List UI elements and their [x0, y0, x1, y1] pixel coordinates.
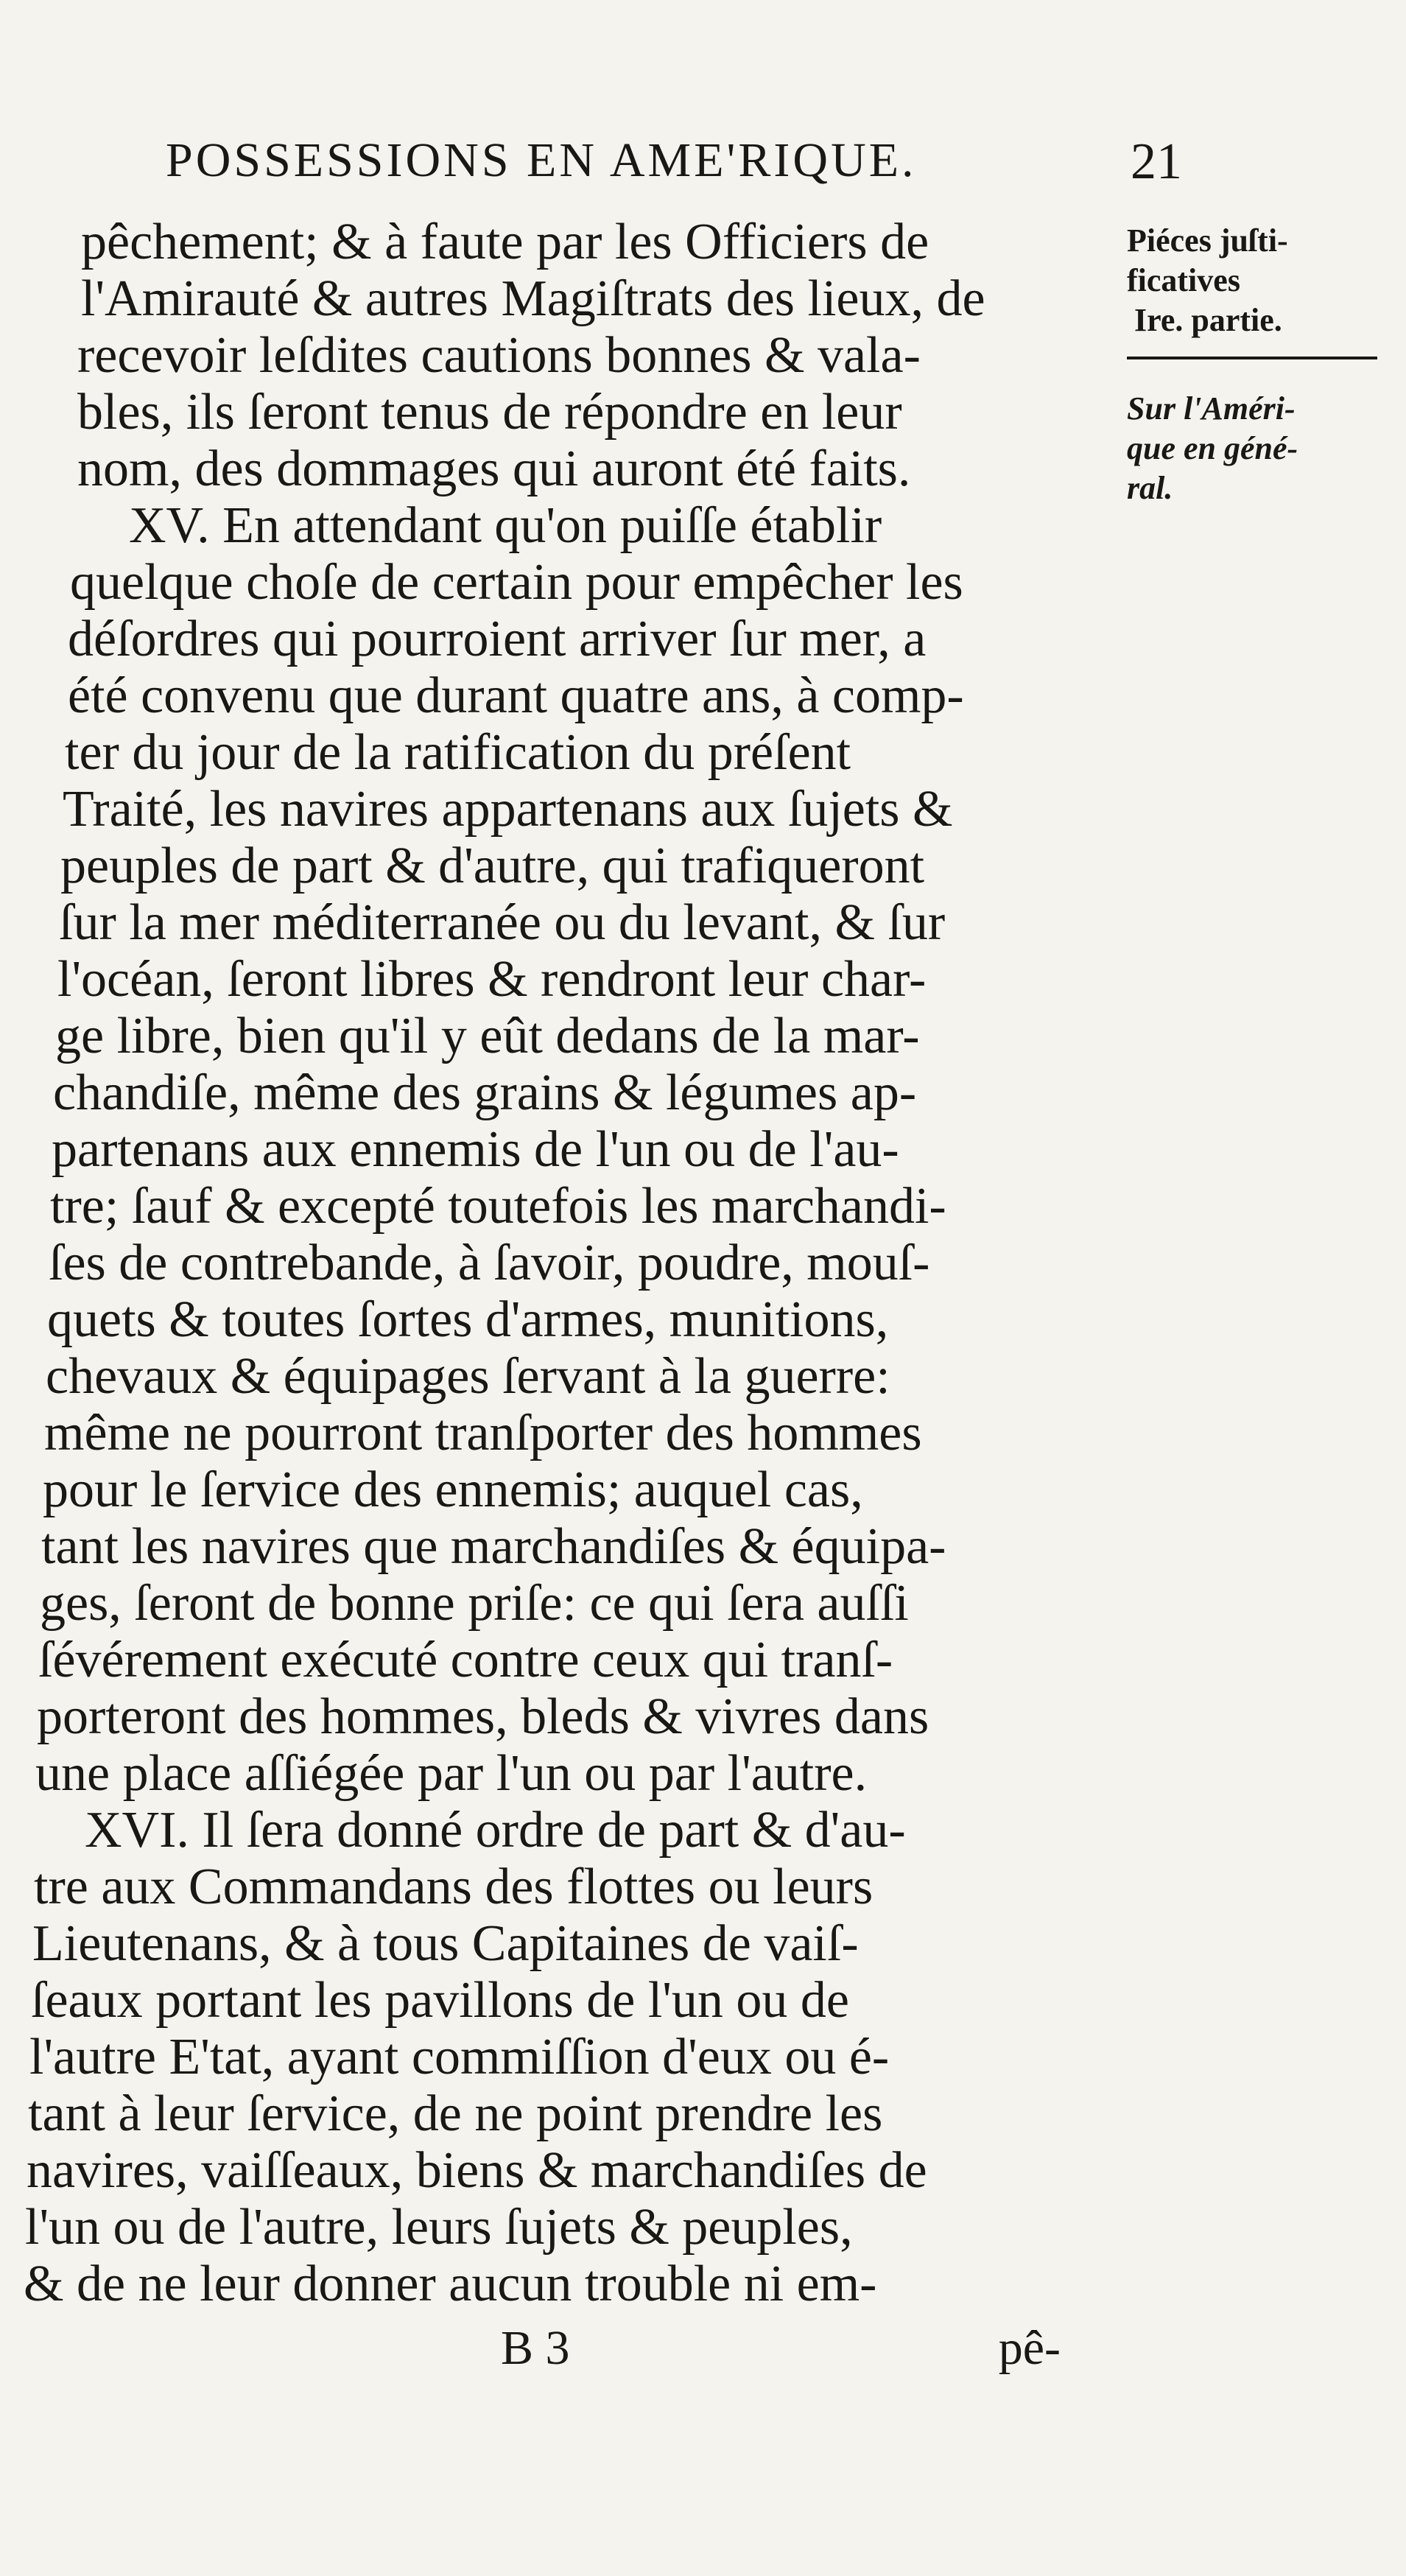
text-line: ter du jour de la ratification du préſent [65, 724, 851, 781]
margin-note-line: ficatives [1127, 262, 1240, 298]
margin-note-line: Ire. partie. [1134, 302, 1282, 338]
text-line: l'Amirauté & autres Magiſtrats des lieux, de [81, 270, 985, 327]
text-line: été convenu que durant quatre ans, à comp- [68, 667, 964, 724]
body-text [22, 214, 1127, 2312]
text-line: l'océan, ſeront libres & rendront leur char- [57, 951, 927, 1008]
text-line: partenans aux ennemis de l'un ou de l'au- [52, 1121, 899, 1178]
margin-note-line: Sur l'Améri- [1127, 390, 1296, 427]
signature-mark: B 3 [501, 2321, 570, 2375]
margin-note-line: Piéces juſti- [1127, 222, 1288, 259]
text-line: une place aſſiégée par l'un ou par l'autre. [35, 1745, 868, 1802]
margin-note-line: que en géné- [1127, 430, 1298, 466]
text-line: ſes de contrebande, à ſavoir, poudre, mouſ- [49, 1235, 930, 1291]
text-line: ſeaux portant les pavillons de l'un ou de [31, 1972, 849, 2029]
paragraph-start-xv: XV. En attendant qu'on puiſſe établir [129, 497, 882, 554]
catchword: pê- [998, 2321, 1061, 2375]
text-line: quelque choſe de certain pour empêcher les [70, 554, 963, 611]
text-line: Lieutenans, & à tous Capitaines de vaiſ- [32, 1915, 859, 1972]
paragraph-start-xvi: XVI. Il ſera donné ordre de part & d'au- [85, 1802, 906, 1859]
text-line: bles, ils ſeront tenus de répondre en leur [77, 384, 902, 441]
margin-rule [1127, 357, 1377, 359]
text-line: ges, ſeront de bonne priſe: ce qui ſera auſſi [40, 1575, 909, 1632]
text-line: tre; ſauf & excepté toutefois les marchandi- [50, 1178, 946, 1235]
text-line: & de ne leur donner aucun trouble ni em- [24, 2256, 877, 2312]
text-line: navires, vaiſſeaux, biens & marchandiſes de [27, 2142, 927, 2199]
page-header [166, 133, 1182, 192]
text-line: l'autre E'tat, ayant commiſſion d'eux ou é- [29, 2029, 890, 2085]
text-line: chevaux & équipages ſervant à la guerre: [46, 1348, 890, 1405]
text-line: porteront des hommes, bleds & vivres dans [37, 1688, 929, 1745]
margin-note-line: ral. [1127, 470, 1173, 506]
text-line: ſur la mer méditerranée ou du levant, & ſur [59, 894, 946, 951]
page-footer [501, 2320, 1061, 2379]
page-number: 21 [1131, 133, 1182, 190]
text-line: chandiſe, même des grains & légumes ap- [53, 1064, 917, 1121]
text-line: ſévérement exécuté contre ceux qui tranſ- [38, 1632, 893, 1688]
text-line: ge libre, bien qu'il y eût dedans de la mar- [55, 1008, 920, 1064]
text-line: nom, des dommages qui auront été faits. [77, 441, 911, 497]
text-line: peuples de part & d'autre, qui trafiqueront [60, 838, 925, 894]
text-line: l'un ou de l'autre, leurs ſujets & peuples, [25, 2199, 853, 2256]
text-line: tant à leur ſervice, de ne point prendre les [28, 2085, 883, 2142]
margin-notes [1127, 221, 1377, 508]
text-line: même ne pourront tranſporter des hommes [44, 1405, 922, 1461]
text-line: Traité, les navires appartenans aux ſujets & [63, 781, 953, 838]
text-line: recevoir leſdites cautions bonnes & vala- [77, 327, 921, 384]
text-line: pour le ſervice des ennemis; auquel cas, [43, 1461, 863, 1518]
text-line: pêchement; & à faute par les Officiers de [81, 214, 929, 270]
running-head: POSSESSIONS EN AME'RIQUE. [166, 133, 917, 187]
text-line: tre aux Commandans des flottes ou leurs [34, 1859, 874, 1915]
text-line: déſordres qui pourroient arriver ſur mer, a [68, 611, 927, 667]
text-line: quets & toutes ſortes d'armes, munitions, [47, 1291, 889, 1348]
text-line: tant les navires que marchandiſes & équipa- [41, 1518, 946, 1575]
